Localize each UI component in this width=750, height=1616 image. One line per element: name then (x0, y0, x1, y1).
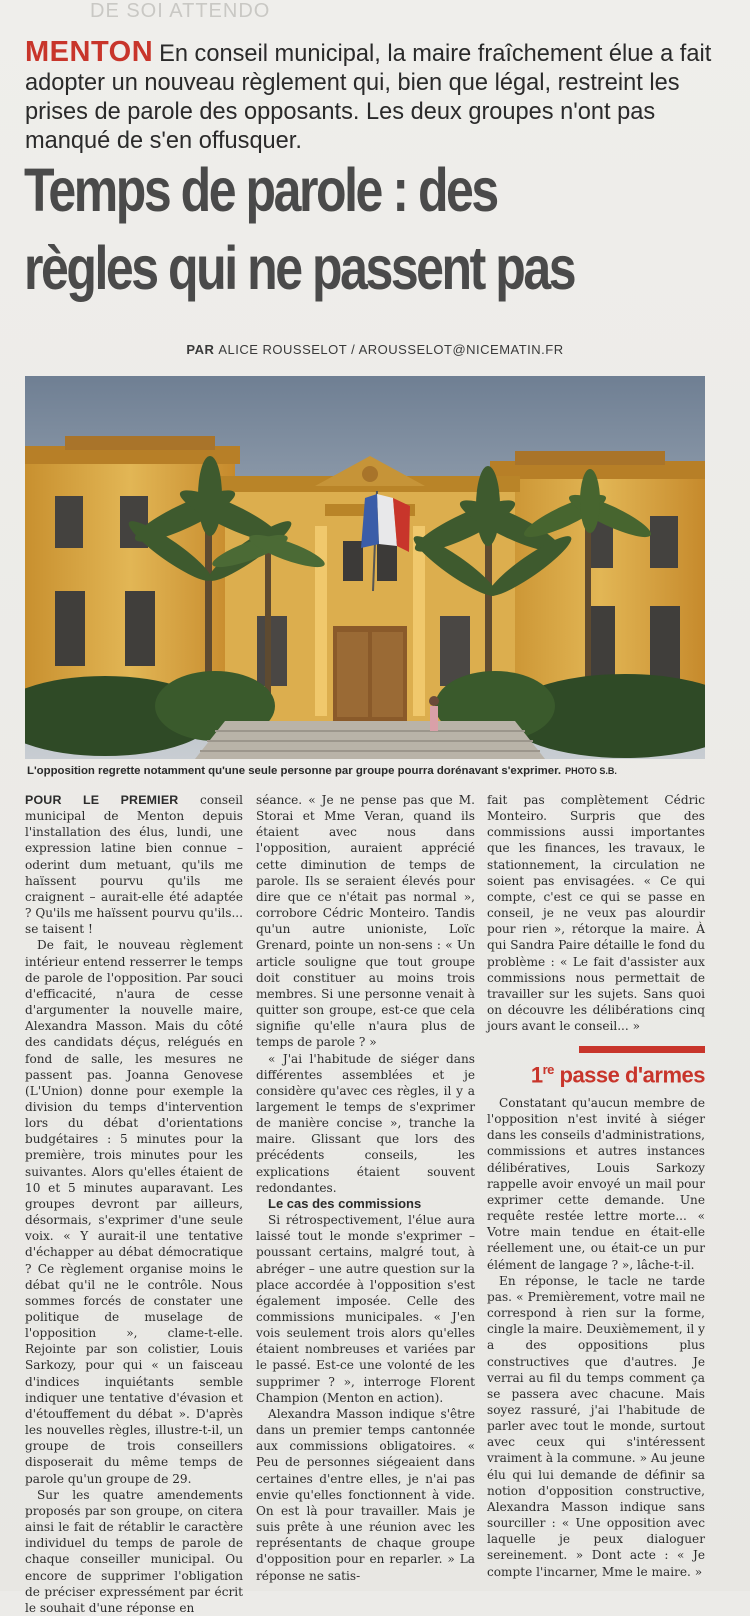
box-accent-rule (579, 1046, 705, 1053)
col1-paragraph-2: De fait, le nouveau règlement intérieur entend resserrer le temps de parole de l'opposition. Par souci d'efficacité, n'aura de cesse d'argumenter la nouvelle maire, Alexandra Masson. Mais du côté des candidats déçus, relégués en fond de salle, les mesures ne passent pas. Joanna Genovese (L'Union) donne pour exemple la division du temps d'intervention lors du débat d'orientations budgétaires : 5 minutes pour la première, trois minutes pour les suivantes. Alors qu'elles étaient de 10 et 5 minutes auparavant. Les groupes devront par ailleurs, désormais, s'exprimer d'une seule voix. « Y aurait-il une tentative d'échapper au débat démocratique ? Ce règlement organise moins le débat qu'il ne le contrôle. Nous sommes forcés de constater une politique de muselage de l'opposition », clame-t-elle. Rejointe par son colistier, Louis Sarkozy, pour qui « un faisceau d'indices inquiétants semble indiquer une tentative d'évasion et d'étouffement du débat ». D'après les nouvelles règles, illustre-t-il, un groupe de trois conseillers disposerait du même temps de parole qu'un groupe de 29. (25, 938, 243, 1486)
col2-paragraph-1: séance. « Je ne pense pas que M. Storai et Mme Veran, quand ils étaient avec nous dans l'opposition, auraient apprécié cette diminution de temps de parole. Ils se seraient élevés pour dire que ce n'était pas normal », corrobore Cédric Monteiro. Tandis qu'un autre unioniste, Loïc Grenard, pointe un non-sens : « Un article souligne que tout groupe doit constituer au moins trois membres. Si une personne venait à quitter son groupe, est-ce que cela signifie qu'elle n'aura plus de temps de parole ? » (256, 793, 475, 1050)
town-hall-illustration (25, 376, 705, 759)
col1-paragraph-3: Sur les quatre amendements proposés par son groupe, on citera ainsi le fait de rétablir le caractère individuel du temps de parole de chaque conseiller municipal. Ou encore de supprimer l'obligation de préciser expressément par écrit le souhait d'une réponse en (25, 1487, 243, 1615)
standfirst-text: En conseil municipal, la maire fraîchement élue a fait adopter un nouveau règlement qui, bien que légal, restreint les prises de parole des opposants. Les deux groupes n'ont pas manqué de s'en offusquer. (25, 41, 712, 154)
col2-paragraph-2: « J'ai l'habitude de siéger dans différentes assemblées et je considère qu'avec ces règles, il y a largement le temps de s'exprimer de manière concise », tranche la maire. Glissant que lors des précédents conseils, les explications étaient souvent redondantes. (256, 1051, 475, 1195)
photo-caption (27, 765, 727, 777)
column-3-bottom (487, 1095, 705, 1580)
town-hall-photo (25, 376, 705, 759)
lead-in: POUR LE PREMIER (25, 793, 179, 807)
bleed-through-text: DE SOI ATTENDO (90, 0, 271, 22)
column-3-top (487, 792, 705, 1034)
kicker-menton: MENTON (25, 36, 154, 68)
photo-credit: PHOTO S.B. (565, 766, 617, 776)
byline-par: PAR (186, 342, 215, 357)
headline-line-1: Temps de parole : des (24, 156, 497, 224)
caption-text: L'opposition regrette notamment qu'une seule personne par groupe pourra dorénavant s'exprimer. (27, 765, 562, 777)
col3-paragraph-1: fait pas complètement Cédric Monteiro. Surpris que des commissions aussi importantes que les finances, les travaux, le stationnement, la circulation ne soient pas envisagées. « Ce qui compte, c'est ce qui se passe en conseil, je ne veux pas alourdir pour rien », rétorque la maire. À qui Sandra Paire détaille le fond du problème : « Le fait d'assister aux commissions nous permettait de travailler sur les sujets. Sans quoi on découvre les délibérations cinq jours avant le conseil... » (487, 793, 705, 1034)
standfirst (25, 38, 725, 156)
byline (0, 342, 750, 357)
col1-paragraph-1: POUR LE PREMIER conseil municipal de Menton depuis l'installation des élus, lundi, une expression latine bien connue – oderint dum metuant, qu'ils me haïssent pourvu qu'ils me craignent – aurait-elle été adaptée ? Qu'ils me haïssent pourvu qu'ils... se taisent ! (25, 793, 243, 937)
col2-paragraph-4: Alexandra Masson indique s'être dans un premier temps cantonnée aux commissions obligatoires. « Peu de personnes siégeaient dans certaines d'entre elles, je n'ai pas envie qu'elles fonctionnent à vide. On est là pour travailler. Mais je suis prête à une réunion avec les représentants de chaque groupe d'opposition pour en reparler. » La réponse ne satis- (256, 1406, 475, 1583)
col2-paragraph-3: Si rétrospectivement, l'élue aura laissé tout le monde s'exprimer – poussant certains, malgré tout, à abréger – une autre question sur la place accordée à l'opposition s'est également imposée. Celle des commissions municipales. « J'en vois seulement trois alors qu'elles étaient nombreuses et variées par le passé. Est-ce une volonté de les supprimer ? », interroge Florent Champion (Menton en action). (256, 1213, 475, 1405)
col3-paragraph-3: En réponse, le tacle ne tarde pas. « Premièrement, votre mail ne correspond à rien sur la forme, cingle la maire. Deuxièmement, il y a des oppositions plus constructives que d'autres. Je verrai au fil du temps comment ça se passera avec chacune. Mais soyez rassuré, j'ai l'habitude de parler avec tout le monde, surtout avec ceux qui s'intéressent vraiment à la commune. » Au jeune élu qui lui demande de définir sa notion d'opposition constructive, Alexandra Masson indique sans sourciller : « Une opposition avec laquelle je peux dialoguer sereinement. » Dont acte : « Je compte l'incarner, Mme le maire. » (487, 1273, 705, 1579)
column-2 (256, 792, 475, 1584)
column-1 (25, 792, 243, 1616)
box-title: 1re passe d'armes (530, 1062, 705, 1088)
headline (24, 151, 606, 307)
subheading-commissions: Le cas des commissions (268, 1195, 422, 1211)
byline-author: ALICE ROUSSELOT / AROUSSELOT@NICEMATIN.FR (218, 342, 564, 357)
headline-line-2: règles qui ne passent pas (24, 234, 575, 302)
col3-paragraph-2: Constatant qu'aucun membre de l'opposition n'est invité à siéger dans les conseils d'administrations, commissions et autres instances délibératives, Louis Sarkozy rappelle avoir envoyé un mail pour exprimer cette demande. Une requête restée lettre morte... « Votre main tendue en était-elle réellement une, ou était-ce un pur élément de langage ? », lâche-t-il. (487, 1096, 705, 1272)
